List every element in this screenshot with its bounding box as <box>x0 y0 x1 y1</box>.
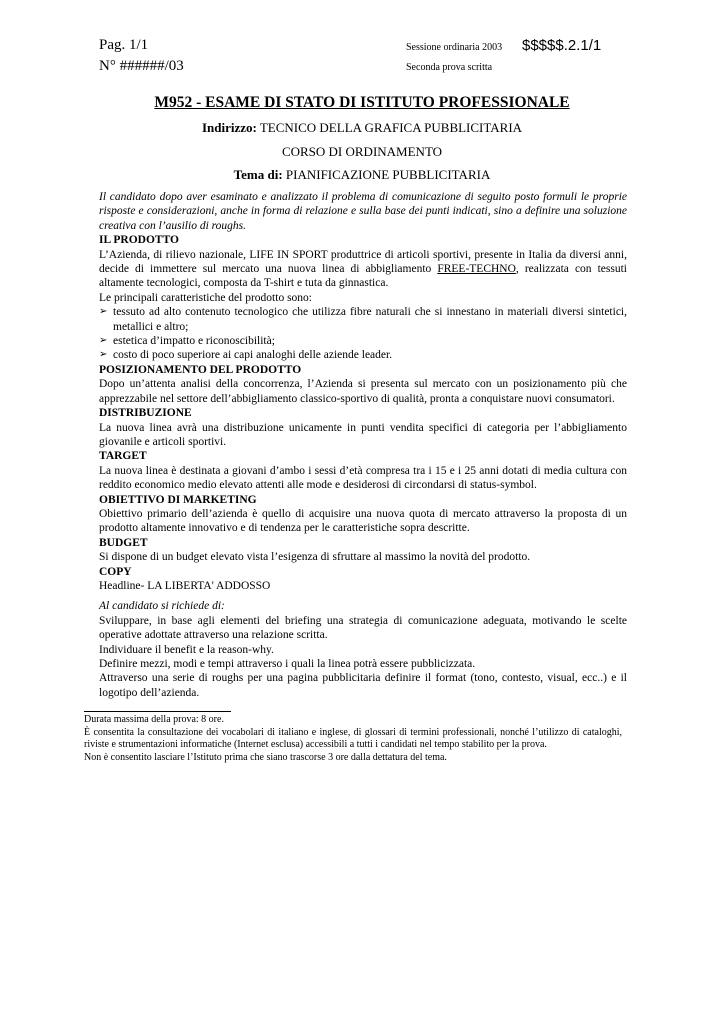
session-label: Sessione ordinaria 2003 <box>406 42 503 53</box>
richiesta-item: Attraverso una serie di roughs per una pagina pubblicitaria definire il format (tono, contesto, visual, ecc..) e il logotipo dell’azienda. <box>99 672 627 699</box>
list-item <box>99 348 627 362</box>
distribuzione-paragraph: La nuova linea avrà una distribuzione unicamente in punti vendita specifici di categoria per l’abbigliamento giovanile e articoli sportivi. <box>99 421 627 448</box>
footnote: Non è consentito lasciare l’Istituto prima che siano trascorse 3 ore dalla dettatura del tema. <box>84 751 447 763</box>
prodotto-text-a: L’Azienda, di rilievo nazionale, LIFE IN SPORT produttrice di articoli sportivi, presente in Italia da diversi anni, decide di immettere sul mercato una nuova linea di abbigliamento <box>99 248 627 276</box>
feature-text: tessuto ad alto contenuto tecnologico che utilizza fibre naturali che si innestano in materiali diversi sintetici, metallici e altro; <box>113 306 627 333</box>
document-number: N° ######/03 <box>99 58 184 74</box>
richiesta-item: Sviluppare, in base agli elementi del briefing una strategia di comunicazione adeguata, motivando le scelte operative adottate attraverso una relazione scritta. <box>99 614 627 642</box>
section-heading-distribuzione: DISTRIBUZIONE <box>99 407 192 420</box>
brand-name: FREE-TECHNO <box>437 263 516 276</box>
indirizzo-label: Indirizzo: <box>201 120 257 135</box>
tema-value: PIANIFICAZIONE PUBBLICITARIA <box>282 167 491 182</box>
prodotto-paragraph <box>99 248 627 291</box>
features-intro: Le principali caratteristiche del prodotto sono: <box>99 291 312 304</box>
feature-text: estetica d’impatto e riconoscibilità; <box>113 335 275 348</box>
section-heading-budget: BUDGET <box>99 536 148 549</box>
footnotes <box>84 714 622 764</box>
features-list <box>99 305 627 363</box>
richiesta-item: Individuare il benefit e la reason-why. <box>99 643 274 656</box>
tema-label: Tema di: <box>233 167 283 182</box>
section-heading-obiettivo: OBIETTIVO DI MARKETING <box>99 493 257 506</box>
section-heading-posizionamento: POSIZIONAMENTO DEL PRODOTTO <box>99 363 302 376</box>
copy-headline: Headline- LA LIBERTA' ADDOSSO <box>99 579 271 592</box>
footnote: Durata massima della prova: 8 ore. <box>84 714 224 725</box>
posizionamento-paragraph: Dopo un’attenta analisi della concorrenza, l’Azienda si presenta sul mercato con un posizionamento più che apprezzabile nel settore dell’abbigliamento classico-sportivo di qualità, pronta a conquistare nuovi consumatori. <box>99 378 627 405</box>
document-code: $$$$$.2.1/1 <box>522 37 602 54</box>
richiesta-item: Definire mezzi, modi e tempi attraverso i quali la linea potrà essere pubblicizzata. <box>99 658 476 670</box>
indirizzo-value: TECNICO DELLA GRAFICA PUBBLICITARIA <box>256 120 523 135</box>
target-paragraph: La nuova linea è destinata a giovani d’ambo i sessi d’età compresa tra i 15 e i 25 anni dotati di media cultura con reddito economico medio elevato attenti alle mode e desiderosi di circondarsi di status-symbol. <box>99 464 627 492</box>
page-number: Pag. 1/1 <box>99 37 149 53</box>
section-heading-copy: COPY <box>99 565 132 578</box>
section-heading-target: TARGET <box>99 450 147 463</box>
footnote-divider <box>84 711 231 712</box>
page-title: M952 - ESAME DI STATO DI ISTITUTO PROFESSIONALE <box>154 94 570 111</box>
budget-paragraph: Si dispone di un budget elevato vista l’esigenza di sfruttare al massimo la novità del prodotto. <box>99 551 531 564</box>
list-item <box>99 305 627 334</box>
intro-paragraph: Il candidato dopo aver esaminato e analizzato il problema di comunicazione di seguito posto formuli le proprie risposte e considerazioni, anche in forma di relazione e sulla base dei punti indicati, sino a definire una soluzione creativa con l’ausilio di roughs. <box>99 191 627 232</box>
section-heading-prodotto: IL PRODOTTO <box>99 234 179 247</box>
prodotto-text-b: , realizzata con tessuti altamente tecnologici, composta da T-shirt e tuta da ginnastica. <box>99 263 627 290</box>
arrow-bullet-icon: ➢ <box>99 335 108 347</box>
test-label: Seconda prova scritta <box>406 62 493 73</box>
arrow-bullet-icon: ➢ <box>99 349 108 361</box>
footnote: È consentita la consultazione dei vocabolari di italiano e inglese, di glossari di termini professionali, nonché l’utilizzo di cataloghi, riviste e strumentazioni informatiche (Internet esclusa) accessibili a tutti i candidati nel tempo stabilito per la prova. <box>84 726 622 751</box>
exam-body <box>99 190 627 700</box>
tema-line <box>0 167 724 183</box>
feature-text: costo di poco superiore ai capi analoghi delle aziende leader. <box>113 349 393 362</box>
corso-line: CORSO DI ORDINAMENTO <box>281 144 443 159</box>
obiettivo-paragraph: Obiettivo primario dell’azienda è quello di acquisire una nuova quota di mercato attraverso la proposta di un prodotto altamente innovativo e di tendenza per le caratteristiche sopra descritte. <box>99 507 627 535</box>
richieste-intro: Al candidato si richiede di: <box>99 600 225 613</box>
arrow-bullet-icon: ➢ <box>99 306 108 318</box>
indirizzo-line <box>0 120 724 136</box>
list-item <box>99 334 627 348</box>
